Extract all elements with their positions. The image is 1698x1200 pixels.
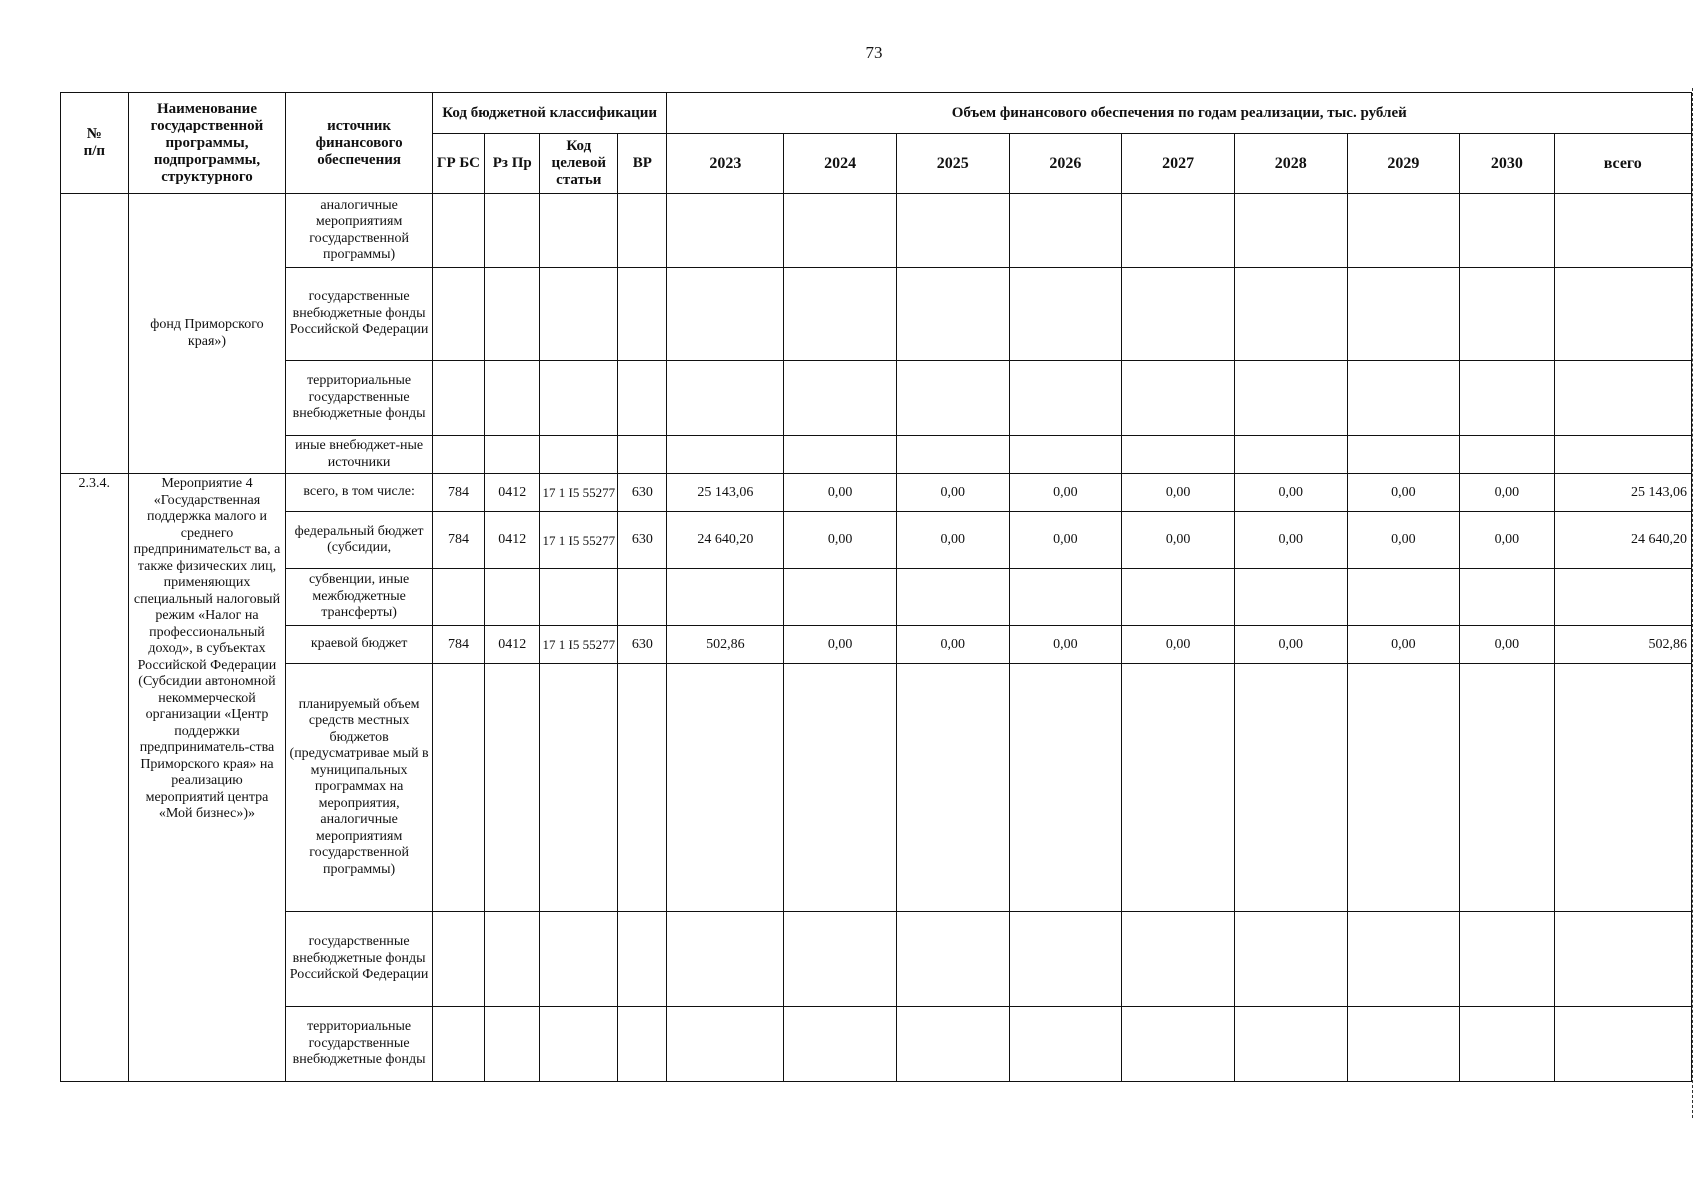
value-cell: 0,00 xyxy=(1009,626,1122,664)
row-num-empty xyxy=(61,194,129,474)
page-edge-line xyxy=(1692,88,1695,1118)
value-cell: 0,00 xyxy=(1347,626,1460,664)
value-cell: 0,00 xyxy=(1460,626,1554,664)
header-grbs: ГР БС xyxy=(432,134,484,194)
value-cell: 0,00 xyxy=(1234,626,1347,664)
value-cell: 0,00 xyxy=(1122,512,1235,569)
source-cell: планируемый объем средств местных бюджетов (предусматривае мый в муниципальных программах на мероприятия, аналогичные мероприятиям государственной программы) xyxy=(286,664,432,912)
source-cell: федеральный бюджет (субсидии, xyxy=(286,512,432,569)
header-year: 2026 xyxy=(1009,134,1122,194)
total-cell: 502,86 xyxy=(1554,626,1692,664)
kcs-cell: 17 1 I5 55277 xyxy=(540,474,618,512)
value-cell: 0,00 xyxy=(1460,474,1554,512)
header-total: всего xyxy=(1554,134,1692,194)
value-cell: 0,00 xyxy=(896,474,1009,512)
value-cell: 502,86 xyxy=(667,626,784,664)
page-number: 73 xyxy=(865,43,883,62)
table-row xyxy=(61,512,1692,569)
program-name: фонд Приморского края») xyxy=(128,194,286,474)
kcs-cell: 17 1 I5 55277 xyxy=(540,512,618,569)
source-cell: государственные внебюджетные фонды Российской Федерации xyxy=(286,268,432,361)
header-year: 2024 xyxy=(784,134,897,194)
header-volume: Объем финансового обеспечения по годам реализации, тыс. рублей xyxy=(667,93,1692,134)
table-row xyxy=(61,436,1692,474)
source-cell: всего, в том числе: xyxy=(286,474,432,512)
rzpr-cell: 0412 xyxy=(485,626,540,664)
value-cell: 0,00 xyxy=(1009,474,1122,512)
total-cell: 24 640,20 xyxy=(1554,512,1692,569)
header-budget-code: Код бюджетной классификации xyxy=(432,93,667,134)
table-row xyxy=(61,194,1692,268)
table-row xyxy=(61,268,1692,361)
rzpr-cell: 0412 xyxy=(485,474,540,512)
table-row xyxy=(61,569,1692,626)
value-cell: 0,00 xyxy=(784,626,897,664)
source-cell: иные внебюджет-ные источники xyxy=(286,436,432,474)
value-cell: 0,00 xyxy=(784,474,897,512)
table-row xyxy=(61,361,1692,436)
value-cell: 0,00 xyxy=(784,512,897,569)
source-cell: субвенции, иные межбюджетные трансферты) xyxy=(286,569,432,626)
header-year: 2027 xyxy=(1122,134,1235,194)
source-cell: государственные внебюджетные фонды Российской Федерации xyxy=(286,912,432,1007)
table-row xyxy=(61,626,1692,664)
table-row xyxy=(61,474,1692,512)
header-year: 2025 xyxy=(896,134,1009,194)
vr-cell: 630 xyxy=(618,474,667,512)
source-cell: краевой бюджет xyxy=(286,626,432,664)
program-name: Мероприятие 4 «Государственная поддержка малого и среднего предпринимательст ва, а также физических лиц, применяющих специальный налоговый режим «Налог на профессиональный доход», в субъектах Российской Федерации (Субсидии автономной некоммерческой организации «Центр поддержки предприниматель-ства Приморского края» на реализацию мероприятий центра «Мой бизнес»)» xyxy=(128,474,286,1082)
value-cell: 0,00 xyxy=(896,626,1009,664)
value-cell: 0,00 xyxy=(1460,512,1554,569)
value-cell: 0,00 xyxy=(1347,474,1460,512)
value-cell: 25 143,06 xyxy=(667,474,784,512)
table-row xyxy=(61,912,1692,1007)
header-num: № п/п xyxy=(61,93,129,194)
source-cell: территориальные государственные внебюджетные фонды xyxy=(286,361,432,436)
header-rzpr: Рз Пр xyxy=(485,134,540,194)
table-row xyxy=(61,664,1692,912)
row-number: 2.3.4. xyxy=(61,474,129,1082)
header-year: 2028 xyxy=(1234,134,1347,194)
vr-cell: 630 xyxy=(618,626,667,664)
value-cell: 24 640,20 xyxy=(667,512,784,569)
header-year: 2030 xyxy=(1460,134,1554,194)
source-cell: аналогичные мероприятиям государственной программы) xyxy=(286,194,432,268)
header-name: Наименование государственной программы, подпрограммы, структурного xyxy=(128,93,286,194)
kcs-cell: 17 1 I5 55277 xyxy=(540,626,618,664)
value-cell: 0,00 xyxy=(1122,626,1235,664)
financing-table xyxy=(60,92,1692,1082)
header-source: источник финансового обеспечения xyxy=(286,93,432,194)
value-cell: 0,00 xyxy=(1234,512,1347,569)
grbs-cell: 784 xyxy=(432,474,484,512)
vr-cell: 630 xyxy=(618,512,667,569)
total-cell: 25 143,06 xyxy=(1554,474,1692,512)
value-cell: 0,00 xyxy=(1234,474,1347,512)
header-year: 2023 xyxy=(667,134,784,194)
source-cell: территориальные государственные внебюджетные фонды xyxy=(286,1007,432,1082)
header-vr: ВР xyxy=(618,134,667,194)
grbs-cell: 784 xyxy=(432,626,484,664)
header-kcs: Код целевой статьи xyxy=(540,134,618,194)
grbs-cell: 784 xyxy=(432,512,484,569)
value-cell: 0,00 xyxy=(1347,512,1460,569)
value-cell: 0,00 xyxy=(1122,474,1235,512)
value-cell: 0,00 xyxy=(1009,512,1122,569)
rzpr-cell: 0412 xyxy=(485,512,540,569)
value-cell: 0,00 xyxy=(896,512,1009,569)
table-row xyxy=(61,1007,1692,1082)
header-year: 2029 xyxy=(1347,134,1460,194)
